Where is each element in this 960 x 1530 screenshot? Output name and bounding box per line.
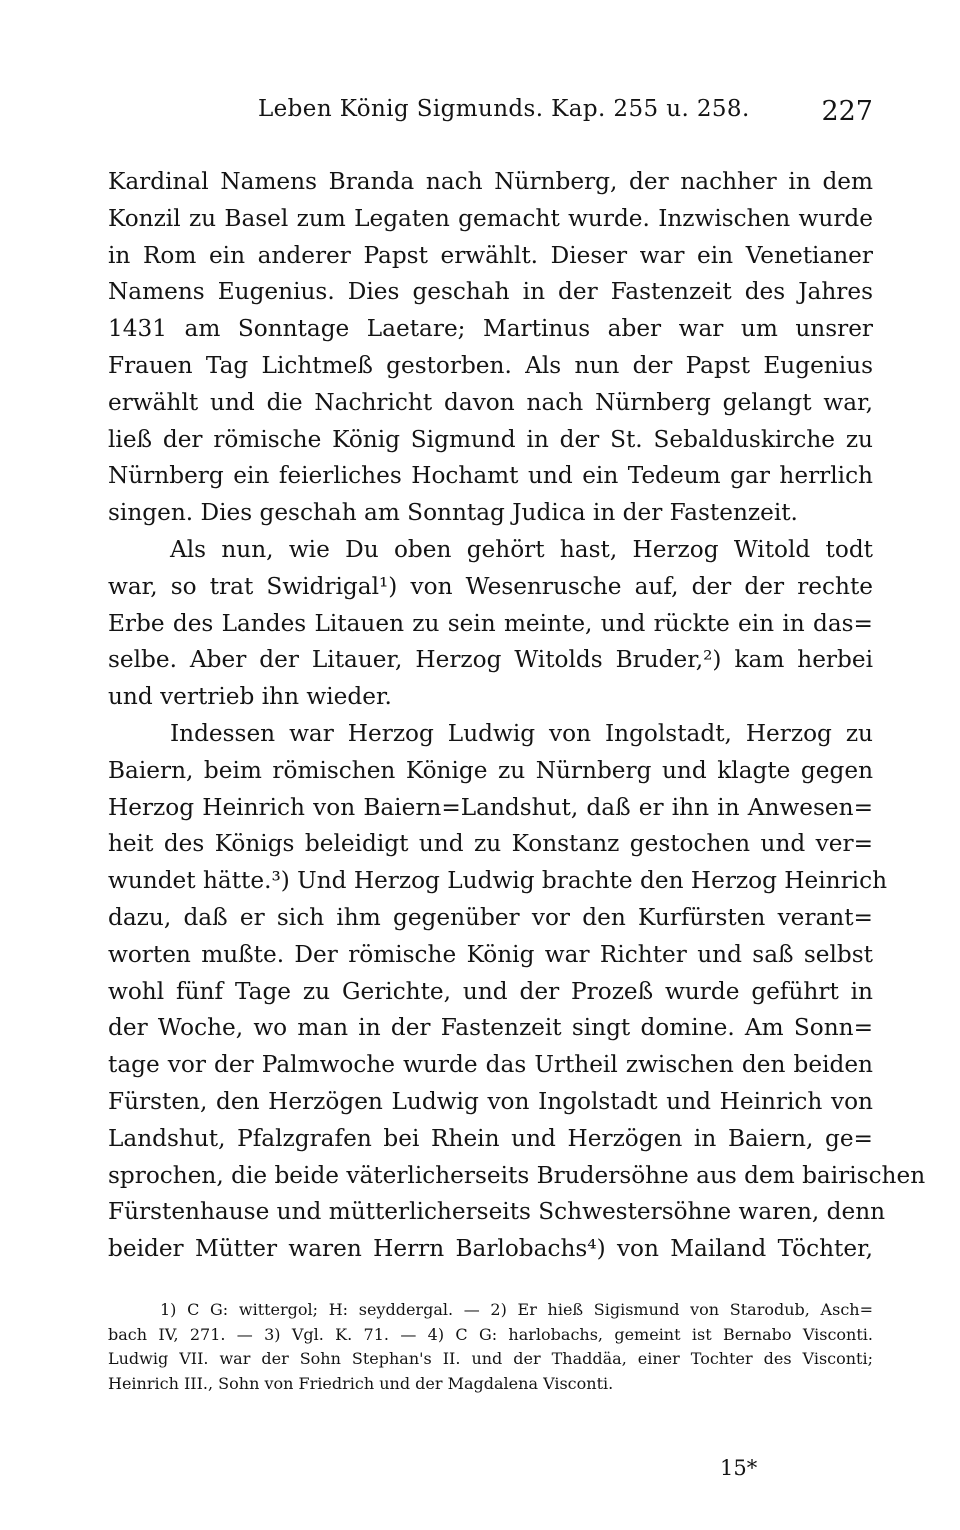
- text-line: erwählt und die Nachricht davon nach Nürnberg gelangt war,: [108, 388, 873, 416]
- text-line: beider Mütter waren Herrn Barlobachs⁴) von Mailand Töchter,: [108, 1235, 873, 1263]
- text-line: 1431 am Sonntage Laetare; Martinus aber war um unsrer: [108, 315, 873, 343]
- running-title: Leben König Sigmunds. Kap. 255 u. 258.: [258, 96, 750, 122]
- printer-signature-mark: 15*: [720, 1456, 758, 1480]
- text-line: wohl fünf Tage zu Gerichte, und der Prozeß wurde geführt in: [108, 977, 873, 1005]
- text-line: Namens Eugenius. Dies geschah in der Fastenzeit des Jahres: [108, 278, 873, 306]
- text-line: Baiern, beim römischen Könige zu Nürnberg und klagte gegen: [108, 756, 873, 784]
- text-line: dazu, daß er sich ihm gegenüber vor den Kurfürsten verant=: [108, 903, 873, 931]
- footnotes: [108, 1298, 873, 1396]
- text-line: Konzil zu Basel zum Legaten gemacht wurde. Inzwischen wurde: [108, 204, 873, 232]
- text-line: Landshut, Pfalzgrafen bei Rhein und Herzögen in Baiern, ge=: [108, 1124, 873, 1152]
- text-line: der Woche, wo man in der Fastenzeit singt domine. Am Sonn=: [108, 1014, 873, 1042]
- text-line: Herzog Heinrich von Baiern=Landshut, daß er ihn in Anwesen=: [108, 793, 873, 821]
- text-line: sprochen, die beide väterlicherseits Brudersöhne aus dem bairischen: [108, 1161, 926, 1189]
- text-line: ließ der römische König Sigmund in der St. Sebalduskirche zu: [108, 425, 873, 453]
- text-line: Kardinal Namens Branda nach Nürnberg, der nachher in dem: [108, 168, 873, 195]
- page-number: 227: [821, 96, 873, 127]
- text-line: und vertrieb ihn wieder.: [108, 683, 392, 711]
- text-line: Fürsten, den Herzögen Ludwig von Ingolstadt und Heinrich von: [108, 1087, 873, 1115]
- footnote-line: 1) C G: wittergol; H: seyddergal. — 2) Er hieß Sigismund von Starodub, Asch=: [160, 1300, 873, 1319]
- footnote-line: bach IV, 271. — 3) Vgl. K. 71. — 4) C G: harlobachs, gemeint ist Bernabo Visconti.: [108, 1324, 873, 1344]
- text-line: tage vor der Palmwoche wurde das Urtheil zwischen den beiden: [108, 1051, 873, 1079]
- paragraph-start-line: Als nun, wie Du oben gehört hast, Herzog Witold todt: [170, 535, 873, 563]
- text-line: Nürnberg ein feierliches Hochamt und ein Tedeum gar herrlich: [108, 462, 873, 490]
- text-line: wundet hätte.³) Und Herzog Ludwig brachte den Herzog Heinrich: [108, 867, 888, 895]
- text-line: war, so trat Swidrigal¹) von Wesenrusche auf, der der rechte: [108, 572, 873, 600]
- text-line: in Rom ein anderer Papst erwählt. Dieser war ein Venetianer: [108, 241, 873, 269]
- paragraph-start-line: Indessen war Herzog Ludwig von Ingolstadt, Herzog zu: [170, 719, 873, 747]
- text-line: Erbe des Landes Litauen zu sein meinte, und rückte ein in das=: [108, 609, 873, 637]
- footnote-line: Heinrich III., Sohn von Friedrich und der Magdalena Visconti.: [108, 1373, 614, 1393]
- text-line: Fürstenhause und mütterlicherseits Schwestersöhne waren, denn: [108, 1198, 886, 1226]
- text-line: singen. Dies geschah am Sonntag Judica in der Fastenzeit.: [108, 499, 798, 527]
- footnote-line: Ludwig VII. war der Sohn Stephan's II. und der Thaddäa, einer Tochter des Visconti;: [108, 1349, 873, 1368]
- running-head: [108, 96, 873, 140]
- text-line: selbe. Aber der Litauer, Herzog Witolds Bruder,²) kam herbei: [108, 646, 873, 674]
- body-text: [108, 164, 926, 1268]
- text-line: heit des Königs beleidigt und zu Konstanz gestochen und ver=: [108, 830, 873, 858]
- text-line: Frauen Tag Lichtmeß gestorben. Als nun der Papst Eugenius: [108, 351, 873, 379]
- text-line: worten mußte. Der römische König war Richter und saß selbst: [108, 940, 873, 968]
